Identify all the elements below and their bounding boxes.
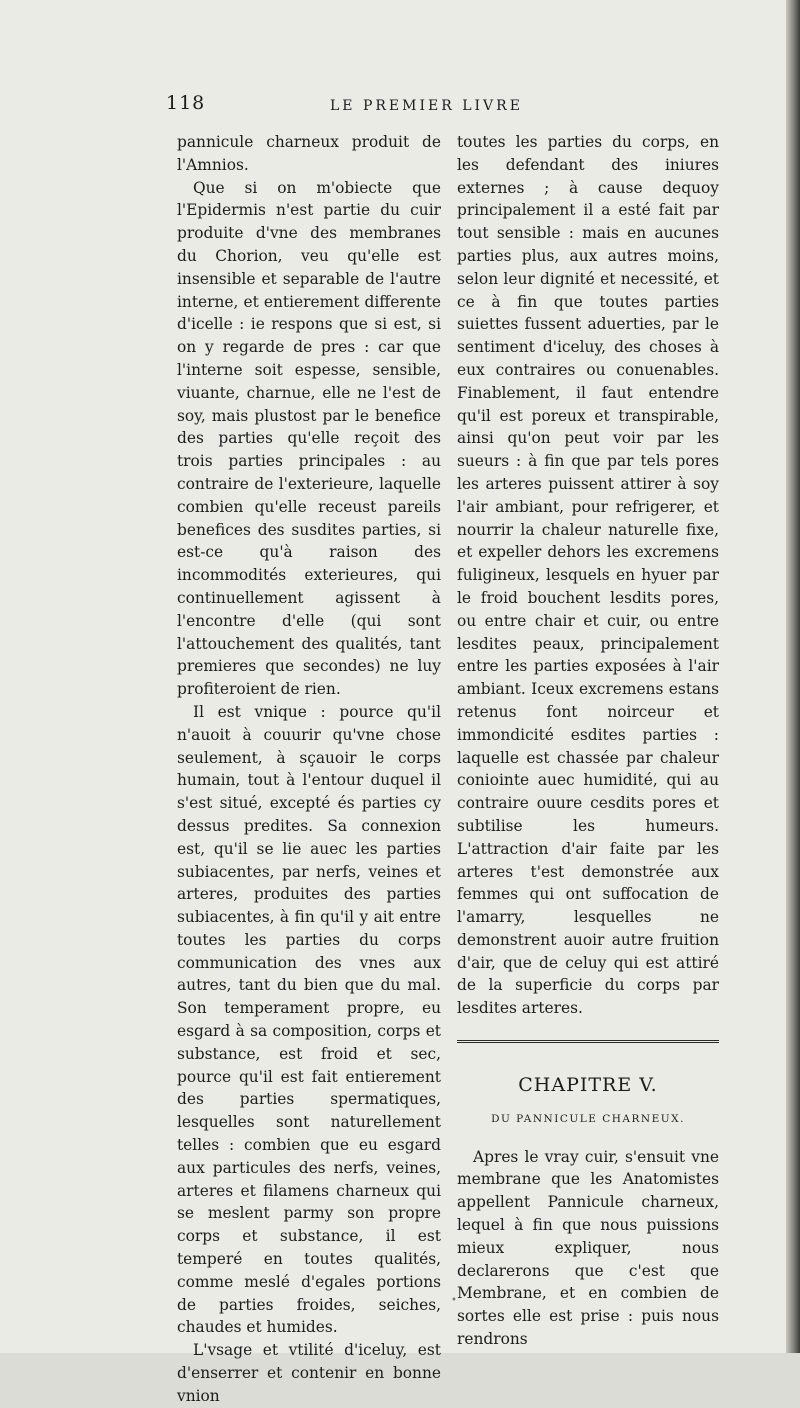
paragraph-usage: L'vsage et vtilité d'iceluy, est d'enserrer et contenir en bonne vnion [177, 1341, 441, 1405]
chapter-subtitle: DU PANNICULE CHARNEUX. [491, 1112, 685, 1125]
paragraph-continuation: pannicule charneux produit de l'Amnios. [177, 133, 441, 174]
page-edge-shadow [786, 0, 800, 1353]
paragraph-unique-connexion: Il est vnique : pource qu'il n'auoit à couurir qu'vne chose seulement, à sçauoir le corps humain, tout à l'entour duquel il s'est situé, excepté és parties cy dessus predites. Sa connexion est, qu'il se lie auec les parties subiacentes, par nerfs, veines et arteres, produites des parties subiacentes, à fin qu'il y ait entre toutes les parties du corps communication des vnes aux autres, tant du bien que du mal. Son temperament propre, eu esgard à sa composition, corps et substance, est froid et sec, pource qu'il est fait entierement des parties spermatiques, lesquelles sont naturellement telles : combien que eu esgard aux particules des nerfs, veines, arteres et filamens charneux qui se meslent parmy son propre corps et substance, il est temperé en toutes qualités, comme meslé d'egales portions de parties froides, seiches, chaudes et humides. [177, 702, 441, 1337]
chapter-title: CHAPITRE V. [518, 1074, 658, 1097]
page-number: 118 [166, 92, 206, 114]
chapter-divider [457, 1040, 719, 1043]
paragraph-epidermis-objection: Que si on m'obiecte que l'Epidermis n'est partie du cuir produite d'vne des membranes du Chorion, veu qu'elle est insensible et separable de l'autre interne, et entierement differente d'icelle : ie respons que si est, si on y regarde de pres : car que l'interne soit espesse, sensible, viuante, charnue, elle ne l'est de soy, mais plustost par le benefice des parties qu'elle reçoit des trois parties principales : au contraire de l'exterieure, laquelle combien qu'elle receust pareils benefices des susdites parties, si est-ce qu'à raison des incommodités exterieures, qui continuellement agissent à l'encontre d'elle (qui sont l'attouchement des qualités, tant premieres que secondes) ne luy profiteroient de rien. [177, 178, 441, 699]
right-column [457, 131, 719, 1351]
running-head: LE PREMIER LIVRE [330, 98, 523, 114]
paragraph-pores: toutes les parties du corps, en les defendant des iniures externes ; à cause dequoy principalement il a esté fait par tout sensible : mais en aucunes parties plus, aux autres moins, selon leur dignité et necessité, et ce à fin que toutes parties suiettes fussent aduerties, par le sentiment d'iceluy, des choses à eux contraires ou conuenables. Finablement, il faut entendre qu'il est poreux et transpirable, ainsi qu'on peut voir par les sueurs : à fin que par tels pores les arteres puissent attirer à soy l'air ambiant, pour refrigerer, et nourrir la chaleur naturelle fixe, et expeller dehors les excremens fuligineux, lesquels en hyuer par le froid bouchent lesdits pores, ou entre chair et cuir, ou entre lesdites peaux, principalement entre les parties exposées à l'air ambiant. Iceux excremens estans retenus font noirceur et immondicité esdites parties : laquelle est chassée par chaleur coniointe auec humidité, qui au contraire ouure cesdits pores et subtilise les humeurs. L'attraction d'air faite par les arteres t'est demonstrée aux femmes qui ont suffocation de l'amarry, lesquelles ne demonstrent auoir autre fruition d'air, que de celuy qui est attiré de la superficie du corps par lesdites arteres. [457, 133, 719, 1018]
left-column [177, 131, 441, 1408]
paragraph-chapter-intro: Apres le vray cuir, s'ensuit vne membrane que les Anatomistes appellent Pannicule charneux, lequel à fin que nous puissions mieux expliquer, nous declarerons que c'est que Membrane, et en combien de sortes elle est prise : puis nous rendrons [457, 1147, 719, 1349]
paper-speck: • [451, 1295, 457, 1306]
